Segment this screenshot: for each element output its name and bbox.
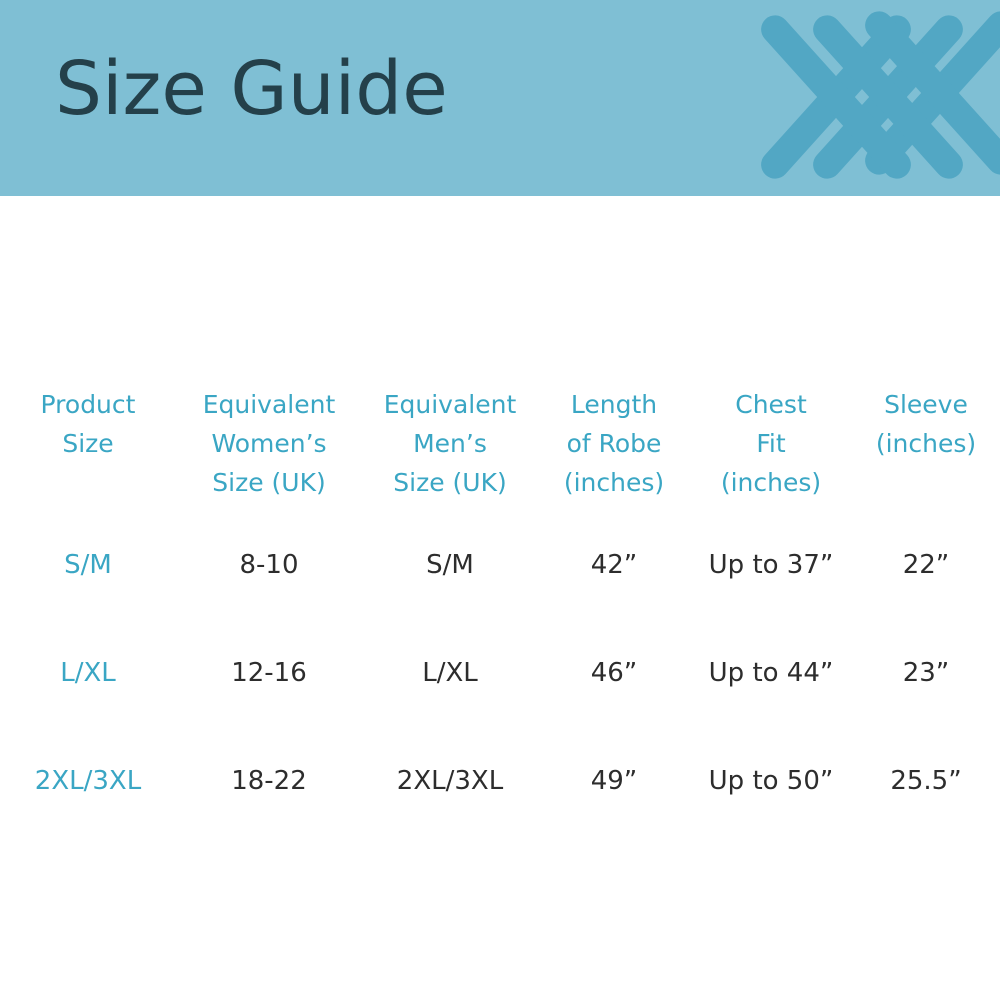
- cell-womens-size: 18-22: [231, 766, 307, 796]
- cell-mens-size: 2XL/3XL: [396, 766, 504, 796]
- crossed-bands-icon: [770, 0, 1000, 196]
- header-banner: [0, 0, 1000, 196]
- cell-womens-size: 12-16: [231, 658, 307, 688]
- table-body: [0, 508, 1000, 832]
- column-header-product-size: Product Size: [40, 390, 136, 458]
- table-row: [0, 724, 1000, 832]
- column-header-length-of-robe: Length of Robe (inches): [563, 390, 665, 497]
- cell-womens-size: 8-10: [239, 550, 299, 580]
- cell-mens-size: L/XL: [422, 658, 478, 688]
- cell-chest: Up to 44”: [708, 658, 834, 688]
- cell-sleeve: 25.5”: [890, 766, 962, 796]
- cell-length: 46”: [590, 658, 638, 688]
- table-row: [0, 616, 1000, 724]
- cell-sleeve: 22”: [902, 550, 950, 580]
- column-header-chest-fit: Chest Fit (inches): [720, 390, 822, 497]
- page-title: Size Guide: [55, 46, 448, 132]
- cell-mens-size: S/M: [426, 550, 474, 580]
- cell-product-size: S/M: [64, 550, 112, 580]
- column-header-sleeve: Sleeve (inches): [875, 390, 977, 458]
- cell-length: 49”: [590, 766, 638, 796]
- cell-chest: Up to 50”: [708, 766, 834, 796]
- cell-length: 42”: [590, 550, 638, 580]
- table-header: [0, 385, 1000, 508]
- cell-sleeve: 23”: [902, 658, 950, 688]
- column-header-mens-size: Equivalent Men’s Size (UK): [383, 390, 517, 497]
- cell-chest: Up to 37”: [708, 550, 834, 580]
- size-table: [0, 385, 1000, 832]
- size-table-container: [0, 385, 1000, 832]
- cell-product-size: L/XL: [60, 658, 116, 688]
- column-header-womens-size: Equivalent Women’s Size (UK): [202, 390, 336, 497]
- cell-product-size: 2XL/3XL: [34, 766, 142, 796]
- table-header-row: [0, 385, 1000, 508]
- table-row: [0, 508, 1000, 616]
